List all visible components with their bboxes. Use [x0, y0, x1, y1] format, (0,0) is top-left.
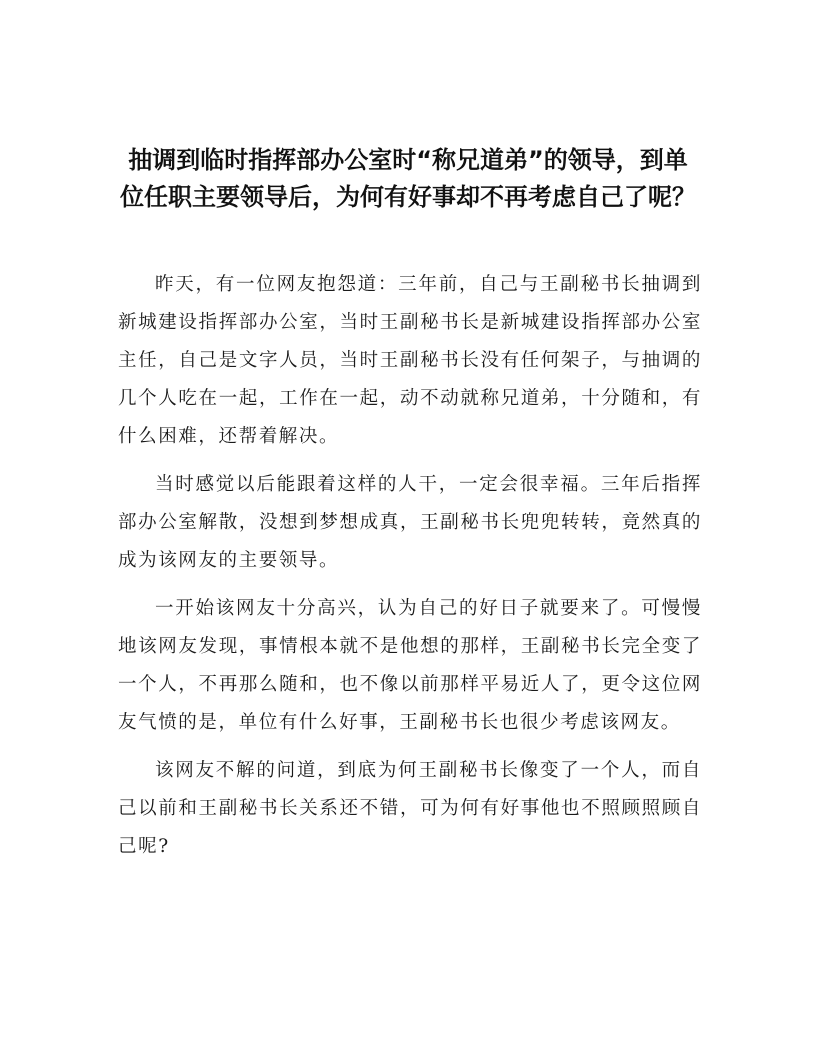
paragraph-4: 该网友不解的问道，到底为何王副秘书长像变了一个人，而自己以前和王副秘书长关系还不错，可为何有好事他也不照顾照顾自己呢?	[118, 760, 702, 857]
paragraph-1: 昨天，有一位网友抱怨道：三年前，自己与王副秘书长抽调到新城建设指挥部办公室，当时王副秘书长是新城建设指挥部办公室主任，自己是文字人员，当时王副秘书长没有任何架子，与抽调的几个人吃在一起，工作在一起，动不动就称兄道弟，十分随和，有什么困难，还帮着解决。	[118, 274, 702, 447]
paragraph-3: 一开始该网友十分高兴，认为自己的好日子就要来了。可慢慢地该网友发现，事情根本就不是他想的那样，王副秘书长完全变了一个人，不再那么随和，也不像以前那样平易近人了，更令这位网友气愤的是，单位有什么好事，王副秘书长也很少考虑该网友。	[118, 598, 702, 733]
article-body	[118, 266, 702, 876]
article-title: 抽调到临时指挥部办公室时“称兄道弟”的领导，到单位任职主要领导后，为何有好事却不再考虑自己了呢？	[120, 146, 696, 211]
paragraph-2: 当时感觉以后能跟着这样的人干，一定会很幸福。三年后指挥部办公室解散，没想到梦想成真，王副秘书长兜兜转转，竟然真的成为该网友的主要领导。	[118, 474, 702, 571]
